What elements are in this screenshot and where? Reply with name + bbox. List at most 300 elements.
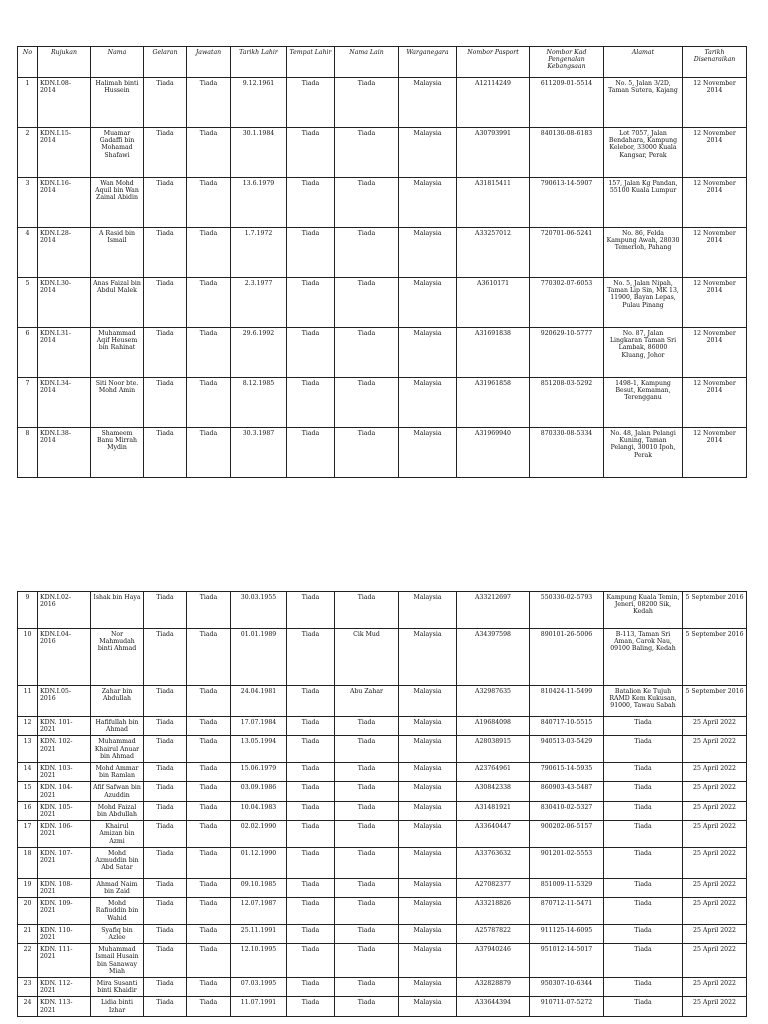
cell-warganegara: Malaysia <box>399 763 457 782</box>
cell-nombor-kad-pengenalan: 870330-08-5334 <box>530 428 604 478</box>
cell-jawatan: Tiada <box>187 592 231 629</box>
cell-rujukan: KDN.I.16- 2014 <box>38 178 91 228</box>
cell-nombor-pasport: A3610171 <box>457 278 530 328</box>
cell-nama: Afif Safwan bin Azuddin <box>91 782 144 801</box>
cell-tarikh-lahir: 09.10.1985 <box>231 878 287 897</box>
cell-nama-lain: Tiada <box>335 736 399 763</box>
cell-nama-lain: Tiada <box>335 801 399 820</box>
cell-nombor-kad-pengenalan: 550330-02-5793 <box>530 592 604 629</box>
cell-alamat: 1498-1, Kampung Besut, Kemaman, Terengganu <box>604 378 683 428</box>
cell-tarikh-disenaraikan: 5 September 2016 <box>683 686 747 717</box>
table-row <box>18 847 747 878</box>
cell-alamat: Tiada <box>604 944 683 978</box>
cell-warganegara: Malaysia <box>399 878 457 897</box>
header-rujukan: Rujukan <box>38 47 91 78</box>
cell-alamat: Tiada <box>604 763 683 782</box>
cell-nama: Anas Faizal bin Abdul Malek <box>91 278 144 328</box>
cell-gelaran: Tiada <box>144 128 187 178</box>
cell-alamat: Tiada <box>604 878 683 897</box>
cell-tarikh-lahir: 01.01.1989 <box>231 629 287 686</box>
cell-nombor-kad-pengenalan: 790615-14-5935 <box>530 763 604 782</box>
cell-warganegara: Malaysia <box>399 978 457 997</box>
cell-alamat: Batalion Ke Tujuh RAMD Kem Kukusan, 91000, Tawau Sabah <box>604 686 683 717</box>
cell-rujukan: KDN. 102-2021 <box>38 736 91 763</box>
cell-jawatan: Tiada <box>187 924 231 943</box>
cell-tempat-lahir: Tiada <box>287 736 335 763</box>
cell-nombor-kad-pengenalan: 840717-10-5515 <box>530 717 604 736</box>
cell-rujukan: KDN.I.38- 2014 <box>38 428 91 478</box>
cell-warganegara: Malaysia <box>399 821 457 848</box>
cell-jawatan: Tiada <box>187 847 231 878</box>
cell-tarikh-lahir: 24.04.1981 <box>231 686 287 717</box>
cell-gelaran: Tiada <box>144 178 187 228</box>
cell-alamat: No. 87, Jalan Lingkaran Taman Sri Lambak, 86000 Kluang, Johor <box>604 328 683 378</box>
cell-no: 3 <box>18 178 38 228</box>
cell-tarikh-lahir: 30.3.1987 <box>231 428 287 478</box>
cell-no: 19 <box>18 878 38 897</box>
cell-gelaran: Tiada <box>144 821 187 848</box>
cell-no: 24 <box>18 997 38 1016</box>
cell-alamat: Tiada <box>604 821 683 848</box>
cell-no: 6 <box>18 328 38 378</box>
cell-rujukan: KDN. 103-2021 <box>38 763 91 782</box>
cell-rujukan: KDN.I.05- 2016 <box>38 686 91 717</box>
cell-tarikh-disenaraikan: 25 April 2022 <box>683 736 747 763</box>
cell-no: 20 <box>18 898 38 925</box>
cell-nama-lain: Tiada <box>335 178 399 228</box>
header-alamat: Alamat <box>604 47 683 78</box>
cell-gelaran: Tiada <box>144 898 187 925</box>
cell-gelaran: Tiada <box>144 978 187 997</box>
cell-warganegara: Malaysia <box>399 801 457 820</box>
cell-jawatan: Tiada <box>187 997 231 1016</box>
cell-nama: Syafiq bin Azlee <box>91 924 144 943</box>
cell-warganegara: Malaysia <box>399 847 457 878</box>
cell-rujukan: KDN. 113-2021 <box>38 997 91 1016</box>
cell-tarikh-disenaraikan: 5 September 2016 <box>683 592 747 629</box>
cell-nama: Muhammad Aqif Heusem bin Rahinat <box>91 328 144 378</box>
cell-no: 15 <box>18 782 38 801</box>
cell-gelaran: Tiada <box>144 428 187 478</box>
table-row <box>18 878 747 897</box>
cell-nama: Mohd Faizal bin Abdullah <box>91 801 144 820</box>
cell-tempat-lahir: Tiada <box>287 592 335 629</box>
cell-nombor-pasport: A30842338 <box>457 782 530 801</box>
cell-rujukan: KDN. 108-2021 <box>38 878 91 897</box>
header-nama: Nama <box>91 47 144 78</box>
table-row <box>18 228 747 278</box>
cell-nama-lain: Tiada <box>335 821 399 848</box>
cell-nama-lain: Tiada <box>335 428 399 478</box>
cell-nama-lain: Tiada <box>335 378 399 428</box>
cell-warganegara: Malaysia <box>399 178 457 228</box>
cell-tarikh-lahir: 10.04.1983 <box>231 801 287 820</box>
table-row <box>18 763 747 782</box>
cell-no: 10 <box>18 629 38 686</box>
cell-alamat: Lot 7057, Jalan Bendahara, Kampung Kelebor, 33000 Kuala Kangsar, Perak <box>604 128 683 178</box>
cell-warganegara: Malaysia <box>399 736 457 763</box>
cell-nombor-kad-pengenalan: 720701-06-5241 <box>530 228 604 278</box>
cell-nama: Shameem Banu Mirrah Mydin <box>91 428 144 478</box>
cell-tarikh-disenaraikan: 5 September 2016 <box>683 629 747 686</box>
cell-tempat-lahir: Tiada <box>287 978 335 997</box>
cell-warganegara: Malaysia <box>399 328 457 378</box>
cell-tempat-lahir: Tiada <box>287 821 335 848</box>
cell-nombor-kad-pengenalan: 860903-43-5487 <box>530 782 604 801</box>
cell-nama: Muhammad Ismail Husain bin Sanaway Miah <box>91 944 144 978</box>
cell-nombor-kad-pengenalan: 900202-06-5157 <box>530 821 604 848</box>
cell-nombor-kad-pengenalan: 851208-03-5292 <box>530 378 604 428</box>
cell-nama-lain: Tiada <box>335 278 399 328</box>
cell-alamat: No. 5, Jalan Nipah, Taman Lip Sin, MK 13, 11900, Bayan Lepas, Pulau Pinang <box>604 278 683 328</box>
table-row <box>18 128 747 178</box>
table-row <box>18 924 747 943</box>
cell-no: 8 <box>18 428 38 478</box>
cell-nombor-pasport: A19684098 <box>457 717 530 736</box>
cell-nama: Khairul Amizan bin Azmi <box>91 821 144 848</box>
cell-tarikh-lahir: 17.07.1984 <box>231 717 287 736</box>
cell-jawatan: Tiada <box>187 801 231 820</box>
cell-jawatan: Tiada <box>187 228 231 278</box>
table-row <box>18 178 747 228</box>
cell-alamat: Kampung Kuala Temin, Jeneri, 08200 Sik, Kedah <box>604 592 683 629</box>
cell-warganegara: Malaysia <box>399 629 457 686</box>
cell-jawatan: Tiada <box>187 278 231 328</box>
cell-warganegara: Malaysia <box>399 686 457 717</box>
cell-jawatan: Tiada <box>187 378 231 428</box>
cell-tarikh-disenaraikan: 25 April 2022 <box>683 801 747 820</box>
cell-rujukan: KDN.I.08- 2014 <box>38 78 91 128</box>
cell-nombor-pasport: A33212697 <box>457 592 530 629</box>
cell-gelaran: Tiada <box>144 78 187 128</box>
cell-nombor-pasport: A33644394 <box>457 997 530 1016</box>
cell-nama-lain: Tiada <box>335 328 399 378</box>
cell-nombor-pasport: A33218826 <box>457 898 530 925</box>
cell-nombor-pasport: A28038915 <box>457 736 530 763</box>
cell-gelaran: Tiada <box>144 378 187 428</box>
cell-nombor-kad-pengenalan: 890101-26-5006 <box>530 629 604 686</box>
cell-alamat: Tiada <box>604 997 683 1016</box>
table-row <box>18 736 747 763</box>
cell-tempat-lahir: Tiada <box>287 997 335 1016</box>
cell-no: 13 <box>18 736 38 763</box>
sanctions-table-part-1 <box>17 46 747 478</box>
table-row <box>18 378 747 428</box>
cell-tarikh-disenaraikan: 12 November 2014 <box>683 178 747 228</box>
cell-rujukan: KDN. 109-2021 <box>38 898 91 925</box>
cell-nombor-kad-pengenalan: 611209-01-5514 <box>530 78 604 128</box>
cell-nama-lain: Tiada <box>335 978 399 997</box>
cell-alamat: Tiada <box>604 736 683 763</box>
cell-tempat-lahir: Tiada <box>287 328 335 378</box>
cell-no: 7 <box>18 378 38 428</box>
cell-tarikh-lahir: 01.12.1990 <box>231 847 287 878</box>
cell-tarikh-disenaraikan: 12 November 2014 <box>683 428 747 478</box>
cell-jawatan: Tiada <box>187 78 231 128</box>
cell-jawatan: Tiada <box>187 978 231 997</box>
cell-nama: Hafifullah bin Ahmad <box>91 717 144 736</box>
cell-nombor-pasport: A31969940 <box>457 428 530 478</box>
cell-jawatan: Tiada <box>187 821 231 848</box>
cell-nombor-kad-pengenalan: 911125-14-6095 <box>530 924 604 943</box>
cell-nama-lain: Tiada <box>335 924 399 943</box>
cell-gelaran: Tiada <box>144 944 187 978</box>
cell-nama-lain: Tiada <box>335 997 399 1016</box>
cell-jawatan: Tiada <box>187 686 231 717</box>
cell-warganegara: Malaysia <box>399 782 457 801</box>
cell-nombor-kad-pengenalan: 951012-14-5017 <box>530 944 604 978</box>
cell-no: 4 <box>18 228 38 278</box>
cell-tarikh-disenaraikan: 12 November 2014 <box>683 278 747 328</box>
cell-jawatan: Tiada <box>187 629 231 686</box>
cell-gelaran: Tiada <box>144 717 187 736</box>
cell-jawatan: Tiada <box>187 736 231 763</box>
cell-gelaran: Tiada <box>144 878 187 897</box>
cell-nama: Mohd Ammar bin Ramlan <box>91 763 144 782</box>
cell-tarikh-lahir: 13.05.1994 <box>231 736 287 763</box>
cell-warganegara: Malaysia <box>399 278 457 328</box>
cell-nama-lain: Tiada <box>335 898 399 925</box>
cell-tempat-lahir: Tiada <box>287 944 335 978</box>
cell-rujukan: KDN. 105-2021 <box>38 801 91 820</box>
header-nombor-pasport: Nombor Pasport <box>457 47 530 78</box>
cell-gelaran: Tiada <box>144 924 187 943</box>
cell-nombor-kad-pengenalan: 810424-11-5499 <box>530 686 604 717</box>
cell-rujukan: KDN. 110-2021 <box>38 924 91 943</box>
table-row <box>18 78 747 128</box>
header-jawatan: Jawatan <box>187 47 231 78</box>
cell-nama: Zahar bin Abdullah <box>91 686 144 717</box>
cell-jawatan: Tiada <box>187 328 231 378</box>
cell-nama-lain: Tiada <box>335 782 399 801</box>
cell-tarikh-disenaraikan: 25 April 2022 <box>683 924 747 943</box>
cell-nama: Muhammad Khairul Anuar bin Ahmad <box>91 736 144 763</box>
cell-tarikh-lahir: 02.02.1990 <box>231 821 287 848</box>
cell-gelaran: Tiada <box>144 228 187 278</box>
cell-nombor-pasport: A32828879 <box>457 978 530 997</box>
cell-nama-lain: Abu Zahar <box>335 686 399 717</box>
cell-nama: Mohd Rafiuddin bin Wahid <box>91 898 144 925</box>
cell-nama-lain: Tiada <box>335 128 399 178</box>
cell-nombor-pasport: A37940246 <box>457 944 530 978</box>
cell-nama-lain: Tiada <box>335 592 399 629</box>
cell-no: 22 <box>18 944 38 978</box>
cell-gelaran: Tiada <box>144 763 187 782</box>
cell-warganegara: Malaysia <box>399 428 457 478</box>
cell-warganegara: Malaysia <box>399 717 457 736</box>
cell-gelaran: Tiada <box>144 801 187 820</box>
cell-nombor-pasport: A34397598 <box>457 629 530 686</box>
cell-alamat: No. 48, Jalan Pelangi Kuning, Taman Pelangi, 30010 Ipoh, Perak <box>604 428 683 478</box>
cell-nama: Mohd Azmuddin bin Abd Satar <box>91 847 144 878</box>
cell-rujukan: KDN. 107-2021 <box>38 847 91 878</box>
cell-tempat-lahir: Tiada <box>287 878 335 897</box>
cell-tarikh-disenaraikan: 25 April 2022 <box>683 944 747 978</box>
cell-tempat-lahir: Tiada <box>287 717 335 736</box>
cell-jawatan: Tiada <box>187 944 231 978</box>
table-row <box>18 898 747 925</box>
cell-tarikh-lahir: 30.1.1984 <box>231 128 287 178</box>
cell-tarikh-disenaraikan: 25 April 2022 <box>683 821 747 848</box>
header-nama-lain: Nama Lain <box>335 47 399 78</box>
cell-warganegara: Malaysia <box>399 944 457 978</box>
cell-nama: A Rasid bin Ismail <box>91 228 144 278</box>
cell-gelaran: Tiada <box>144 997 187 1016</box>
cell-alamat: Tiada <box>604 717 683 736</box>
cell-tempat-lahir: Tiada <box>287 801 335 820</box>
table-row <box>18 978 747 997</box>
cell-no: 2 <box>18 128 38 178</box>
cell-gelaran: Tiada <box>144 686 187 717</box>
header-nombor-kad-pengenalan: Nombor Kad Pengenalan Kebangsaan <box>530 47 604 78</box>
cell-gelaran: Tiada <box>144 782 187 801</box>
cell-tarikh-lahir: 1.7.1972 <box>231 228 287 278</box>
cell-tarikh-lahir: 29.6.1992 <box>231 328 287 378</box>
cell-nama: Mira Susanti binti Khaidir <box>91 978 144 997</box>
table-row <box>18 428 747 478</box>
cell-tarikh-disenaraikan: 25 April 2022 <box>683 782 747 801</box>
cell-tarikh-lahir: 2.3.1977 <box>231 278 287 328</box>
cell-nama-lain: Tiada <box>335 717 399 736</box>
cell-rujukan: KDN.I.30- 2014 <box>38 278 91 328</box>
cell-tarikh-disenaraikan: 12 November 2014 <box>683 78 747 128</box>
cell-tarikh-disenaraikan: 25 April 2022 <box>683 717 747 736</box>
cell-tempat-lahir: Tiada <box>287 128 335 178</box>
cell-no: 23 <box>18 978 38 997</box>
cell-no: 12 <box>18 717 38 736</box>
cell-nombor-pasport: A33763632 <box>457 847 530 878</box>
cell-nombor-kad-pengenalan: 910711-07-5272 <box>530 997 604 1016</box>
cell-jawatan: Tiada <box>187 717 231 736</box>
cell-tempat-lahir: Tiada <box>287 686 335 717</box>
cell-jawatan: Tiada <box>187 178 231 228</box>
cell-nama: Nor Mahmudah binti Ahmad <box>91 629 144 686</box>
cell-alamat: No. 5, Jalan 3/2D, Taman Sutera, Kajang <box>604 78 683 128</box>
cell-nombor-kad-pengenalan: 770302-07-6053 <box>530 278 604 328</box>
cell-tarikh-disenaraikan: 12 November 2014 <box>683 228 747 278</box>
cell-rujukan: KDN. 101-2021 <box>38 717 91 736</box>
cell-jawatan: Tiada <box>187 428 231 478</box>
header-no: No <box>18 47 38 78</box>
cell-tempat-lahir: Tiada <box>287 924 335 943</box>
cell-gelaran: Tiada <box>144 736 187 763</box>
table-row <box>18 328 747 378</box>
cell-rujukan: KDN. 104-2021 <box>38 782 91 801</box>
cell-rujukan: KDN. 106-2021 <box>38 821 91 848</box>
cell-rujukan: KDN.I.34- 2014 <box>38 378 91 428</box>
cell-rujukan: KDN. 112-2021 <box>38 978 91 997</box>
cell-tempat-lahir: Tiada <box>287 78 335 128</box>
cell-nombor-pasport: A33640447 <box>457 821 530 848</box>
cell-nombor-pasport: A32987635 <box>457 686 530 717</box>
cell-nama-lain: Cik Mud <box>335 629 399 686</box>
cell-tempat-lahir: Tiada <box>287 782 335 801</box>
header-warganegara: Warganegara <box>399 47 457 78</box>
table-row <box>18 782 747 801</box>
cell-rujukan: KDN.I.28- 2014 <box>38 228 91 278</box>
cell-tempat-lahir: Tiada <box>287 228 335 278</box>
cell-warganegara: Malaysia <box>399 898 457 925</box>
cell-nombor-kad-pengenalan: 940513-03-5429 <box>530 736 604 763</box>
cell-no: 11 <box>18 686 38 717</box>
cell-gelaran: Tiada <box>144 278 187 328</box>
cell-no: 21 <box>18 924 38 943</box>
cell-warganegara: Malaysia <box>399 228 457 278</box>
cell-no: 17 <box>18 821 38 848</box>
cell-nombor-pasport: A31961858 <box>457 378 530 428</box>
cell-warganegara: Malaysia <box>399 592 457 629</box>
cell-tarikh-lahir: 15.06.1979 <box>231 763 287 782</box>
cell-nombor-pasport: A12114249 <box>457 78 530 128</box>
cell-jawatan: Tiada <box>187 782 231 801</box>
cell-rujukan: KDN.I.31- 2014 <box>38 328 91 378</box>
cell-rujukan: KDN. 111-2021 <box>38 944 91 978</box>
cell-jawatan: Tiada <box>187 763 231 782</box>
cell-nama: Ahmad Naim bin Zaid <box>91 878 144 897</box>
cell-nama-lain: Tiada <box>335 944 399 978</box>
cell-nombor-kad-pengenalan: 950307-10-6344 <box>530 978 604 997</box>
cell-nombor-pasport: A31815411 <box>457 178 530 228</box>
cell-tarikh-lahir: 8.12.1985 <box>231 378 287 428</box>
cell-alamat: 157, Jalan Kg Pandan, 55100 Kuala Lumpur <box>604 178 683 228</box>
cell-alamat: No. 86, Felda Kampung Awah, 28030 Temerloh, Pahang <box>604 228 683 278</box>
header-tarikh-disenaraikan: Tarikh Disenaraikan <box>683 47 747 78</box>
cell-nombor-kad-pengenalan: 851009-11-5329 <box>530 878 604 897</box>
cell-nombor-kad-pengenalan: 920629-10-5777 <box>530 328 604 378</box>
cell-jawatan: Tiada <box>187 898 231 925</box>
cell-nombor-kad-pengenalan: 840130-08-6183 <box>530 128 604 178</box>
cell-nama: Lidia binti Izhar <box>91 997 144 1016</box>
cell-nombor-kad-pengenalan: 901201-02-5553 <box>530 847 604 878</box>
cell-no: 14 <box>18 763 38 782</box>
cell-warganegara: Malaysia <box>399 78 457 128</box>
cell-nombor-pasport: A30793991 <box>457 128 530 178</box>
table-row <box>18 278 747 328</box>
cell-tempat-lahir: Tiada <box>287 898 335 925</box>
cell-tempat-lahir: Tiada <box>287 763 335 782</box>
cell-no: 16 <box>18 801 38 820</box>
cell-nama-lain: Tiada <box>335 228 399 278</box>
sanctions-table-part-2 <box>17 591 747 1017</box>
cell-nama-lain: Tiada <box>335 78 399 128</box>
table-row <box>18 944 747 978</box>
cell-tarikh-lahir: 11.07.1991 <box>231 997 287 1016</box>
cell-rujukan: KDN.I.02- 2016 <box>38 592 91 629</box>
cell-nama: Halimah binti Hussein <box>91 78 144 128</box>
cell-alamat: Tiada <box>604 924 683 943</box>
cell-gelaran: Tiada <box>144 847 187 878</box>
cell-tempat-lahir: Tiada <box>287 378 335 428</box>
cell-rujukan: KDN.I.15- 2014 <box>38 128 91 178</box>
cell-tarikh-lahir: 03.09.1986 <box>231 782 287 801</box>
cell-tempat-lahir: Tiada <box>287 847 335 878</box>
cell-tarikh-lahir: 07.03.1995 <box>231 978 287 997</box>
cell-tarikh-lahir: 13.6.1979 <box>231 178 287 228</box>
cell-tarikh-disenaraikan: 25 April 2022 <box>683 978 747 997</box>
cell-nama: Wan Mohd Aquil bin Wan Zainal Abidin <box>91 178 144 228</box>
header-tempat-lahir: Tempat Lahir <box>287 47 335 78</box>
cell-nama-lain: Tiada <box>335 878 399 897</box>
cell-alamat: Tiada <box>604 978 683 997</box>
cell-tempat-lahir: Tiada <box>287 428 335 478</box>
cell-tarikh-disenaraikan: 12 November 2014 <box>683 328 747 378</box>
cell-no: 1 <box>18 78 38 128</box>
cell-tempat-lahir: Tiada <box>287 278 335 328</box>
cell-alamat: Tiada <box>604 847 683 878</box>
cell-warganegara: Malaysia <box>399 997 457 1016</box>
cell-nombor-pasport: A31481921 <box>457 801 530 820</box>
table-row <box>18 821 747 848</box>
